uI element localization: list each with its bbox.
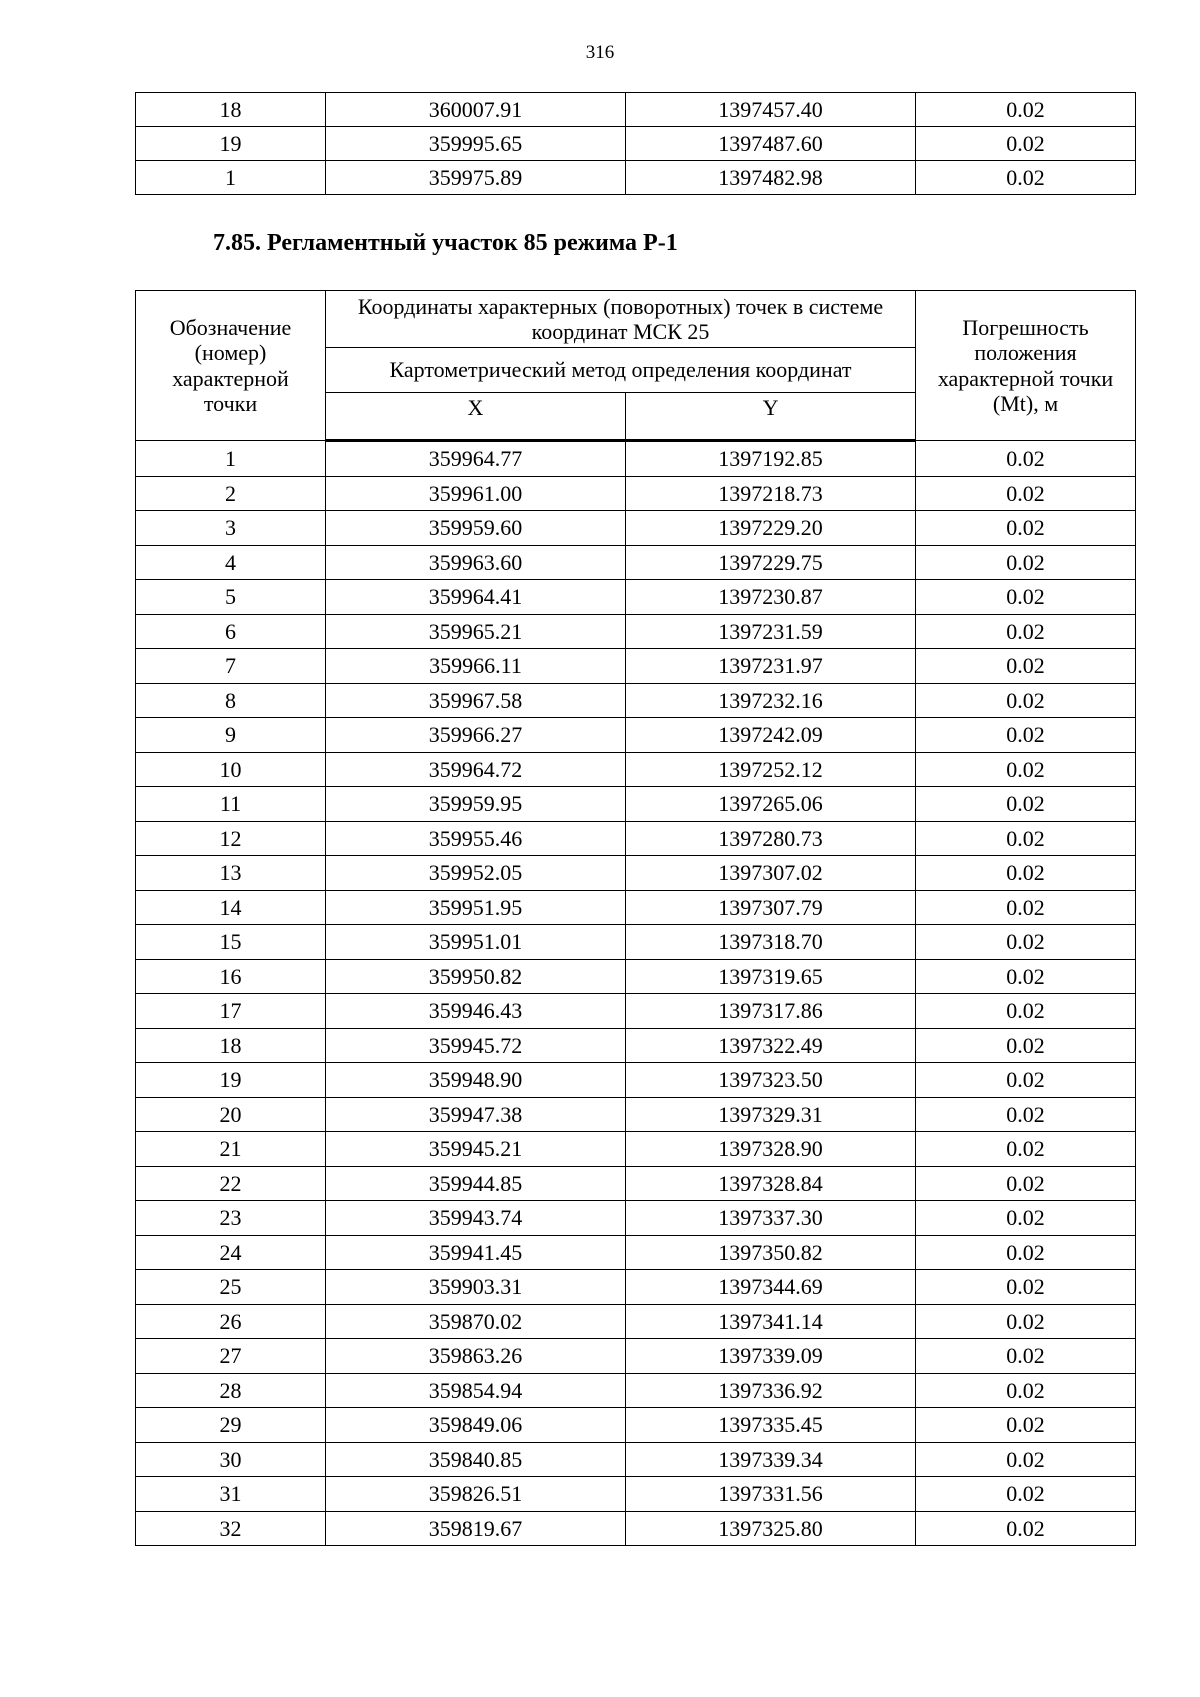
cell-x: 359870.02 [326,1304,626,1339]
cell-point: 19 [136,1063,326,1098]
cell-error: 0.02 [916,649,1136,684]
header-error: Погрешность положения характерной точки (Mt), м [916,291,1136,441]
cell-point: 18 [136,1028,326,1063]
table-row [136,1477,1136,1512]
table-row [136,476,1136,511]
cell-y: 1397487.60 [626,127,916,161]
cell-x: 359946.43 [326,994,626,1029]
cell-error: 0.02 [916,856,1136,891]
cell-error: 0.02 [916,1339,1136,1374]
cell-error: 0.02 [916,1408,1136,1443]
table-row [136,1028,1136,1063]
cell-x: 359963.60 [326,545,626,580]
cell-y: 1397231.59 [626,614,916,649]
header-coordinates: Координаты характерных (поворотных) точек в системе координат МСК 25 [326,291,916,348]
table-row [136,752,1136,787]
cell-y: 1397339.09 [626,1339,916,1374]
table-row [136,856,1136,891]
cell-error: 0.02 [916,890,1136,925]
table-row [136,1166,1136,1201]
cell-point: 8 [136,683,326,718]
cell-y: 1397331.56 [626,1477,916,1512]
cell-y: 1397329.31 [626,1097,916,1132]
cell-error: 0.02 [916,1028,1136,1063]
cell-point: 3 [136,511,326,546]
table-row [136,718,1136,753]
cell-error: 0.02 [916,1270,1136,1305]
cell-x: 359945.72 [326,1028,626,1063]
cell-y: 1397337.30 [626,1201,916,1236]
table-row [136,1201,1136,1236]
cell-point: 1 [136,161,326,195]
table-row [136,614,1136,649]
cell-x: 359941.45 [326,1235,626,1270]
cell-y: 1397307.79 [626,890,916,925]
cell-x: 359965.21 [326,614,626,649]
cell-point: 2 [136,476,326,511]
cell-x: 359975.89 [326,161,626,195]
cell-error: 0.02 [916,1201,1136,1236]
cell-point: 1 [136,441,326,477]
cell-error: 0.02 [916,752,1136,787]
cell-y: 1397339.34 [626,1442,916,1477]
cell-error: 0.02 [916,441,1136,477]
table-row [136,890,1136,925]
cell-y: 1397344.69 [626,1270,916,1305]
cell-x: 359955.46 [326,821,626,856]
cell-point: 21 [136,1132,326,1167]
table-row [136,683,1136,718]
cell-x: 359840.85 [326,1442,626,1477]
header-designation: Обозначение (номер) характерной точки [136,291,326,441]
table-row [136,1442,1136,1477]
cell-error: 0.02 [916,1373,1136,1408]
table-row [136,1132,1136,1167]
cell-point: 19 [136,127,326,161]
cell-x: 359951.01 [326,925,626,960]
table-row [136,1408,1136,1443]
cell-error: 0.02 [916,511,1136,546]
cell-error: 0.02 [916,127,1136,161]
cell-point: 16 [136,959,326,994]
table-row [136,1339,1136,1374]
cell-error: 0.02 [916,161,1136,195]
table-row [136,1063,1136,1098]
cell-error: 0.02 [916,1477,1136,1512]
cell-point: 26 [136,1304,326,1339]
cell-error: 0.02 [916,1304,1136,1339]
cell-point: 6 [136,614,326,649]
cell-x: 359863.26 [326,1339,626,1374]
cell-point: 7 [136,649,326,684]
cell-y: 1397317.86 [626,994,916,1029]
cell-y: 1397319.65 [626,959,916,994]
cell-y: 1397325.80 [626,1511,916,1546]
cell-point: 12 [136,821,326,856]
cell-x: 359964.72 [326,752,626,787]
cell-error: 0.02 [916,959,1136,994]
cell-y: 1397341.14 [626,1304,916,1339]
table-row [136,994,1136,1029]
cell-y: 1397336.92 [626,1373,916,1408]
cell-x: 359819.67 [326,1511,626,1546]
cell-point: 18 [136,93,326,127]
cell-x: 359952.05 [326,856,626,891]
cell-error: 0.02 [916,1132,1136,1167]
table-row [136,1097,1136,1132]
cell-x: 359943.74 [326,1201,626,1236]
cell-x: 359945.21 [326,1132,626,1167]
header-method: Картометрический метод определения координат [326,348,916,393]
cell-error: 0.02 [916,1097,1136,1132]
cell-point: 30 [136,1442,326,1477]
cell-x: 360007.91 [326,93,626,127]
cell-point: 15 [136,925,326,960]
cell-error: 0.02 [916,1235,1136,1270]
cell-x: 359967.58 [326,683,626,718]
cell-y: 1397232.16 [626,683,916,718]
cell-point: 24 [136,1235,326,1270]
cell-point: 22 [136,1166,326,1201]
cell-y: 1397218.73 [626,476,916,511]
cell-x: 359826.51 [326,1477,626,1512]
cell-x: 359951.95 [326,890,626,925]
page-number: 316 [585,42,615,63]
cell-y: 1397328.84 [626,1166,916,1201]
table-header [136,291,1136,441]
continued-table-body [136,93,1136,195]
header-x: X [326,393,626,441]
table-row [136,161,1136,195]
cell-y: 1397192.85 [626,441,916,477]
cell-point: 27 [136,1339,326,1374]
cell-point: 32 [136,1511,326,1546]
table-body [136,441,1136,1546]
coordinates-table-continued [135,92,1136,195]
cell-error: 0.02 [916,1166,1136,1201]
cell-y: 1397229.20 [626,511,916,546]
coordinates-table [135,290,1136,1546]
table-row [136,925,1136,960]
cell-point: 28 [136,1373,326,1408]
cell-point: 11 [136,787,326,822]
cell-x: 359948.90 [326,1063,626,1098]
cell-x: 359964.41 [326,580,626,615]
cell-error: 0.02 [916,683,1136,718]
cell-point: 23 [136,1201,326,1236]
cell-point: 10 [136,752,326,787]
cell-x: 359849.06 [326,1408,626,1443]
table-row [136,93,1136,127]
cell-y: 1397307.02 [626,856,916,891]
cell-x: 359966.27 [326,718,626,753]
table-row [136,1373,1136,1408]
cell-y: 1397323.50 [626,1063,916,1098]
cell-y: 1397265.06 [626,787,916,822]
cell-error: 0.02 [916,1511,1136,1546]
cell-error: 0.02 [916,787,1136,822]
cell-error: 0.02 [916,580,1136,615]
cell-error: 0.02 [916,925,1136,960]
cell-point: 9 [136,718,326,753]
table-row [136,1511,1136,1546]
cell-y: 1397350.82 [626,1235,916,1270]
table-row [136,441,1136,477]
cell-x: 359959.95 [326,787,626,822]
cell-point: 31 [136,1477,326,1512]
cell-error: 0.02 [916,1063,1136,1098]
cell-x: 359903.31 [326,1270,626,1305]
cell-x: 359964.77 [326,441,626,477]
cell-error: 0.02 [916,994,1136,1029]
cell-error: 0.02 [916,93,1136,127]
cell-x: 359854.94 [326,1373,626,1408]
table-row [136,1304,1136,1339]
cell-error: 0.02 [916,545,1136,580]
cell-y: 1397230.87 [626,580,916,615]
cell-error: 0.02 [916,1442,1136,1477]
cell-y: 1397328.90 [626,1132,916,1167]
cell-y: 1397322.49 [626,1028,916,1063]
header-y: Y [626,393,916,441]
cell-y: 1397231.97 [626,649,916,684]
table-row [136,545,1136,580]
cell-x: 359966.11 [326,649,626,684]
cell-point: 25 [136,1270,326,1305]
cell-point: 17 [136,994,326,1029]
table-row [136,127,1136,161]
cell-error: 0.02 [916,614,1136,649]
cell-x: 359950.82 [326,959,626,994]
cell-x: 359995.65 [326,127,626,161]
cell-point: 29 [136,1408,326,1443]
cell-y: 1397482.98 [626,161,916,195]
table-row [136,821,1136,856]
cell-point: 4 [136,545,326,580]
table-row [136,511,1136,546]
cell-point: 5 [136,580,326,615]
cell-y: 1397229.75 [626,545,916,580]
table-row [136,1270,1136,1305]
cell-error: 0.02 [916,718,1136,753]
cell-x: 359961.00 [326,476,626,511]
cell-x: 359944.85 [326,1166,626,1201]
cell-x: 359947.38 [326,1097,626,1132]
cell-error: 0.02 [916,476,1136,511]
cell-y: 1397280.73 [626,821,916,856]
cell-y: 1397318.70 [626,925,916,960]
table-row [136,580,1136,615]
cell-point: 14 [136,890,326,925]
cell-x: 359959.60 [326,511,626,546]
table-row [136,787,1136,822]
cell-error: 0.02 [916,821,1136,856]
cell-y: 1397335.45 [626,1408,916,1443]
table-row [136,1235,1136,1270]
section-heading: 7.85. Регламентный участок 85 режима Р-1 [213,230,678,256]
cell-y: 1397457.40 [626,93,916,127]
cell-y: 1397252.12 [626,752,916,787]
cell-point: 13 [136,856,326,891]
cell-point: 20 [136,1097,326,1132]
cell-y: 1397242.09 [626,718,916,753]
table-row [136,649,1136,684]
table-row [136,959,1136,994]
